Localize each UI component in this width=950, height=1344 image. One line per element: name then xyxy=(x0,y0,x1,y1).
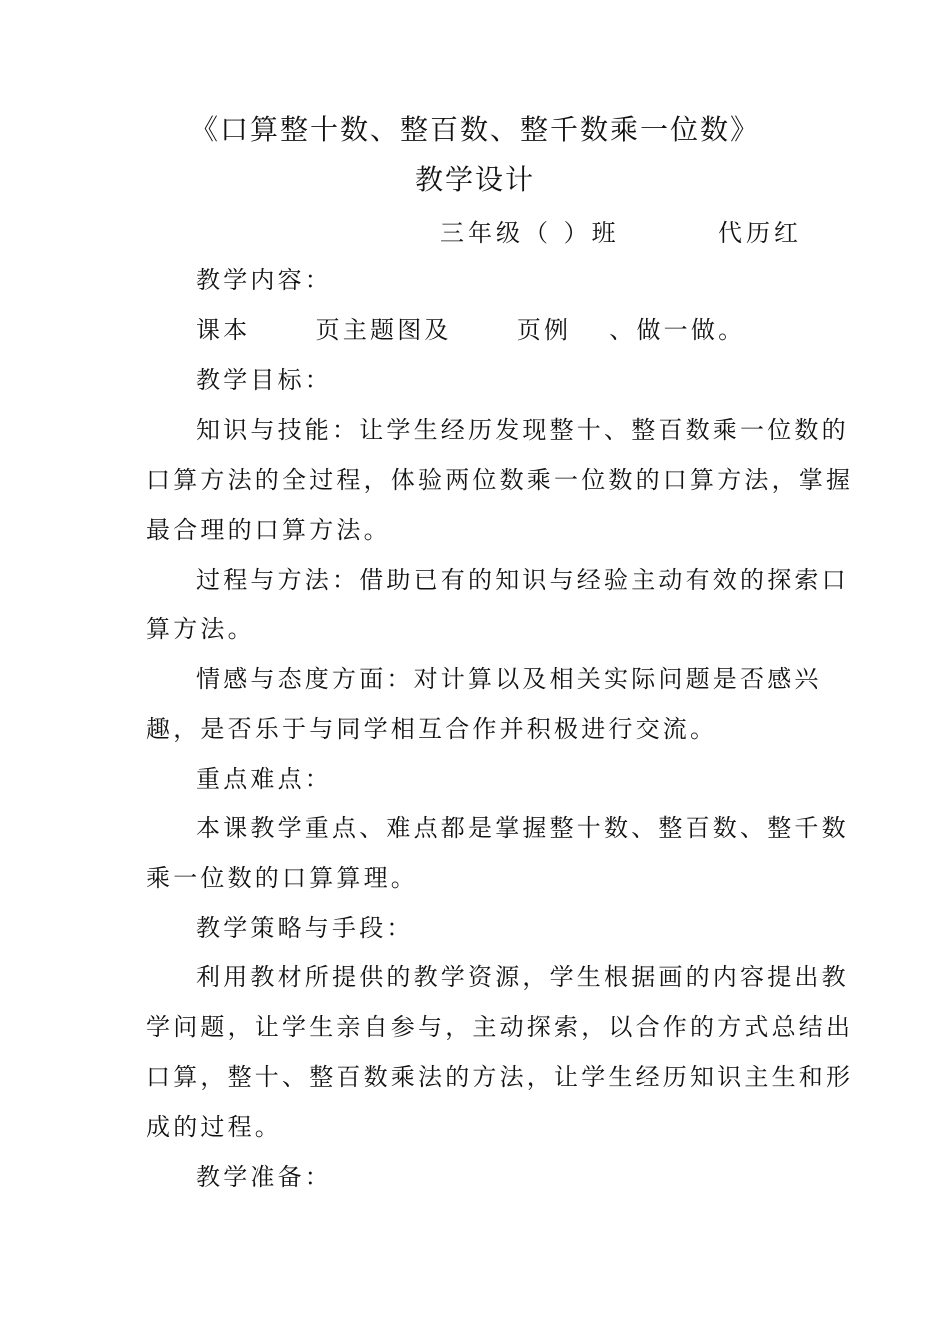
section-heading-content: 教学内容： xyxy=(196,266,332,294)
paragraph-line: 学问题，让学生亲自参与，主动探索，以合作的方式总结出 xyxy=(146,1013,854,1041)
document-subtitle: 教学设计 xyxy=(414,163,535,196)
document-title: 《口算整十数、整百数、整千数乘一位数》 xyxy=(189,113,760,146)
grade-class-label: 三年级（ ）班 xyxy=(440,219,620,247)
paragraph-line: 乘一位数的口算算理。 xyxy=(146,864,418,892)
paragraph-line: 课本 页主题图及 页例 、做一做。 xyxy=(196,316,746,344)
section-heading-preparation: 教学准备： xyxy=(196,1163,332,1191)
paragraph-line: 算方法。 xyxy=(146,615,255,643)
section-heading-objectives: 教学目标： xyxy=(196,366,332,394)
paragraph-line: 情感与态度方面：对计算以及相关实际问题是否感兴 xyxy=(196,665,822,693)
paragraph-line: 口算方法的全过程，体验两位数乘一位数的口算方法，掌握 xyxy=(146,466,854,494)
paragraph-line: 本课教学重点、难点都是掌握整十数、整百数、整千数 xyxy=(196,814,849,842)
paragraph-line: 知识与技能：让学生经历发现整十、整百数乘一位数的 xyxy=(196,416,849,444)
paragraph-line: 成的过程。 xyxy=(146,1113,282,1141)
paragraph-line: 过程与方法：借助已有的知识与经验主动有效的探索口 xyxy=(196,566,849,594)
section-heading-strategy: 教学策略与手段： xyxy=(196,914,414,942)
paragraph-line: 口算，整十、整百数乘法的方法，让学生经历知识主生和形 xyxy=(146,1063,854,1091)
paragraph-line: 趣，是否乐于与同学相互合作并积极进行交流。 xyxy=(146,715,718,743)
paragraph-line: 最合理的口算方法。 xyxy=(146,516,391,544)
author-name: 代历红 xyxy=(718,219,802,247)
paragraph-line: 利用教材所提供的教学资源，学生根据画的内容提出教 xyxy=(196,963,849,991)
section-heading-key-points: 重点难点： xyxy=(196,765,332,793)
